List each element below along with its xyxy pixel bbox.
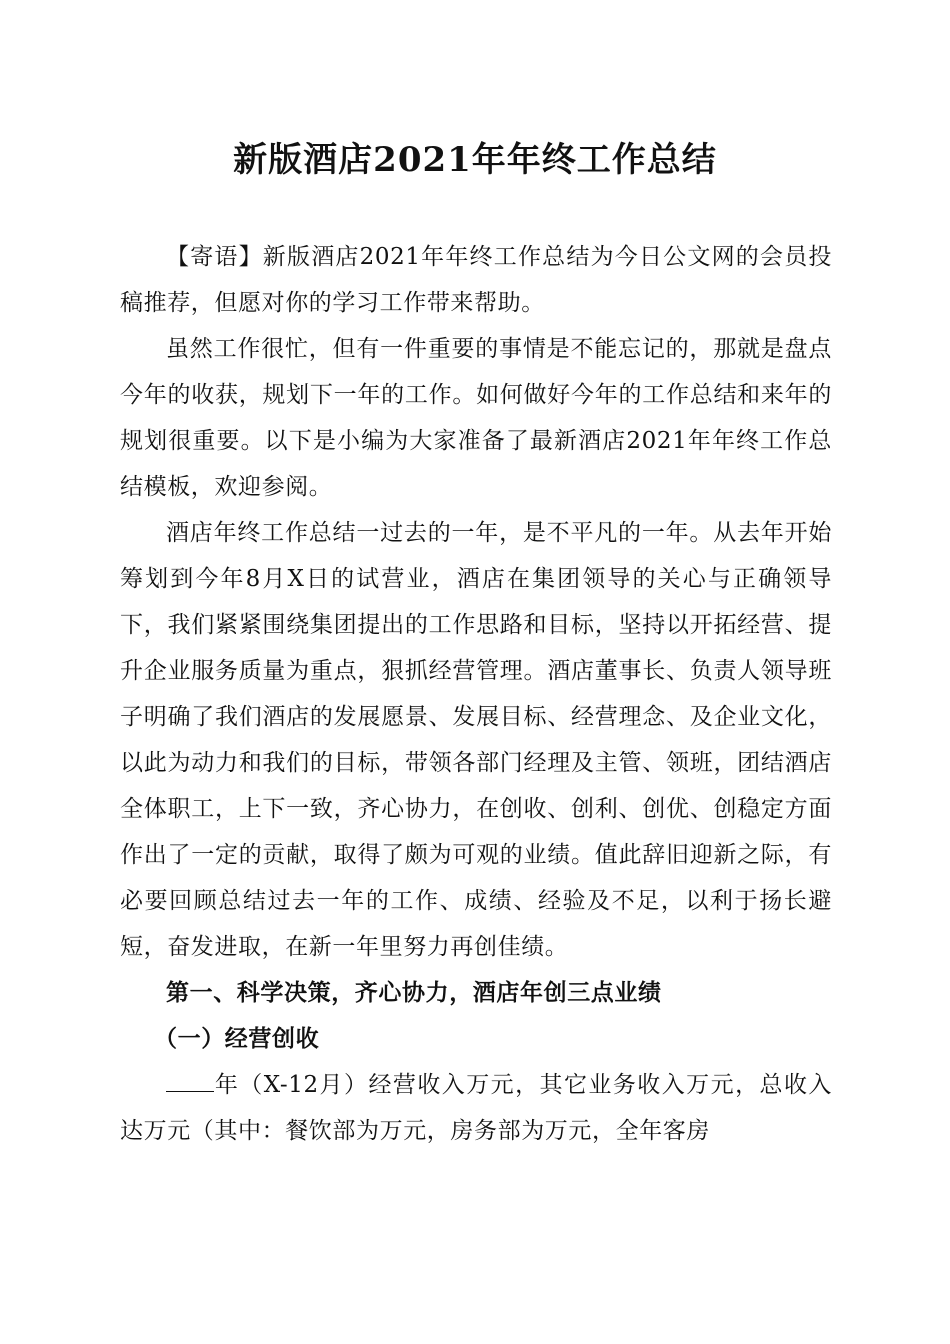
blank-underline — [166, 1071, 214, 1092]
document-body — [120, 234, 832, 1154]
paragraph-revenue-text: 年（X-12月）经营收入万元，其它业务收入万元，总收入达万元（其中：餐饮部为万元，房务部为万元，全年客房 — [120, 1072, 832, 1144]
paragraph-revenue — [120, 1062, 832, 1154]
document-title: 新版酒店2021年年终工作总结 — [233, 140, 717, 180]
subsection-heading: （一）经营创收 — [154, 1025, 320, 1052]
paragraph-foreword: 【寄语】新版酒店2021年年终工作总结为今日公文网的会员投稿推荐，但愿对你的学习工作带来帮助。 — [120, 244, 832, 316]
paragraph-summary: 酒店年终工作总结一过去的一年，是不平凡的一年。从去年开始筹划到今年8月X日的试营业，酒店在集团领导的关心与正确领导下，我们紧紧围绕集团提出的工作思路和目标，坚持以开拓经营、提升企业服务质量为重点，狠抓经营管理。酒店董事长、负责人领导班子明确了我们酒店的发展愿景、发展目标、经营理念、及企业文化，以此为动力和我们的目标，带领各部门经理及主管、领班，团结酒店全体职工，上下一致，齐心协力，在创收、创利、创优、创稳定方面作出了一定的贡献，取得了颇为可观的业绩。值此辞旧迎新之际，有必要回顾总结过去一年的工作、成绩、经验及不足，以利于扬长避短，奋发进取，在新一年里努力再创佳绩。 — [120, 520, 832, 960]
section-heading: 第一、科学决策，齐心协力，酒店年创三点业绩 — [166, 979, 662, 1006]
paragraph-intro: 虽然工作很忙，但有一件重要的事情是不能忘记的，那就是盘点今年的收获，规划下一年的工作。如何做好今年的工作总结和来年的规划很重要。以下是小编为大家准备了最新酒店2021年年终工作总结模板，欢迎参阅。 — [120, 336, 832, 500]
